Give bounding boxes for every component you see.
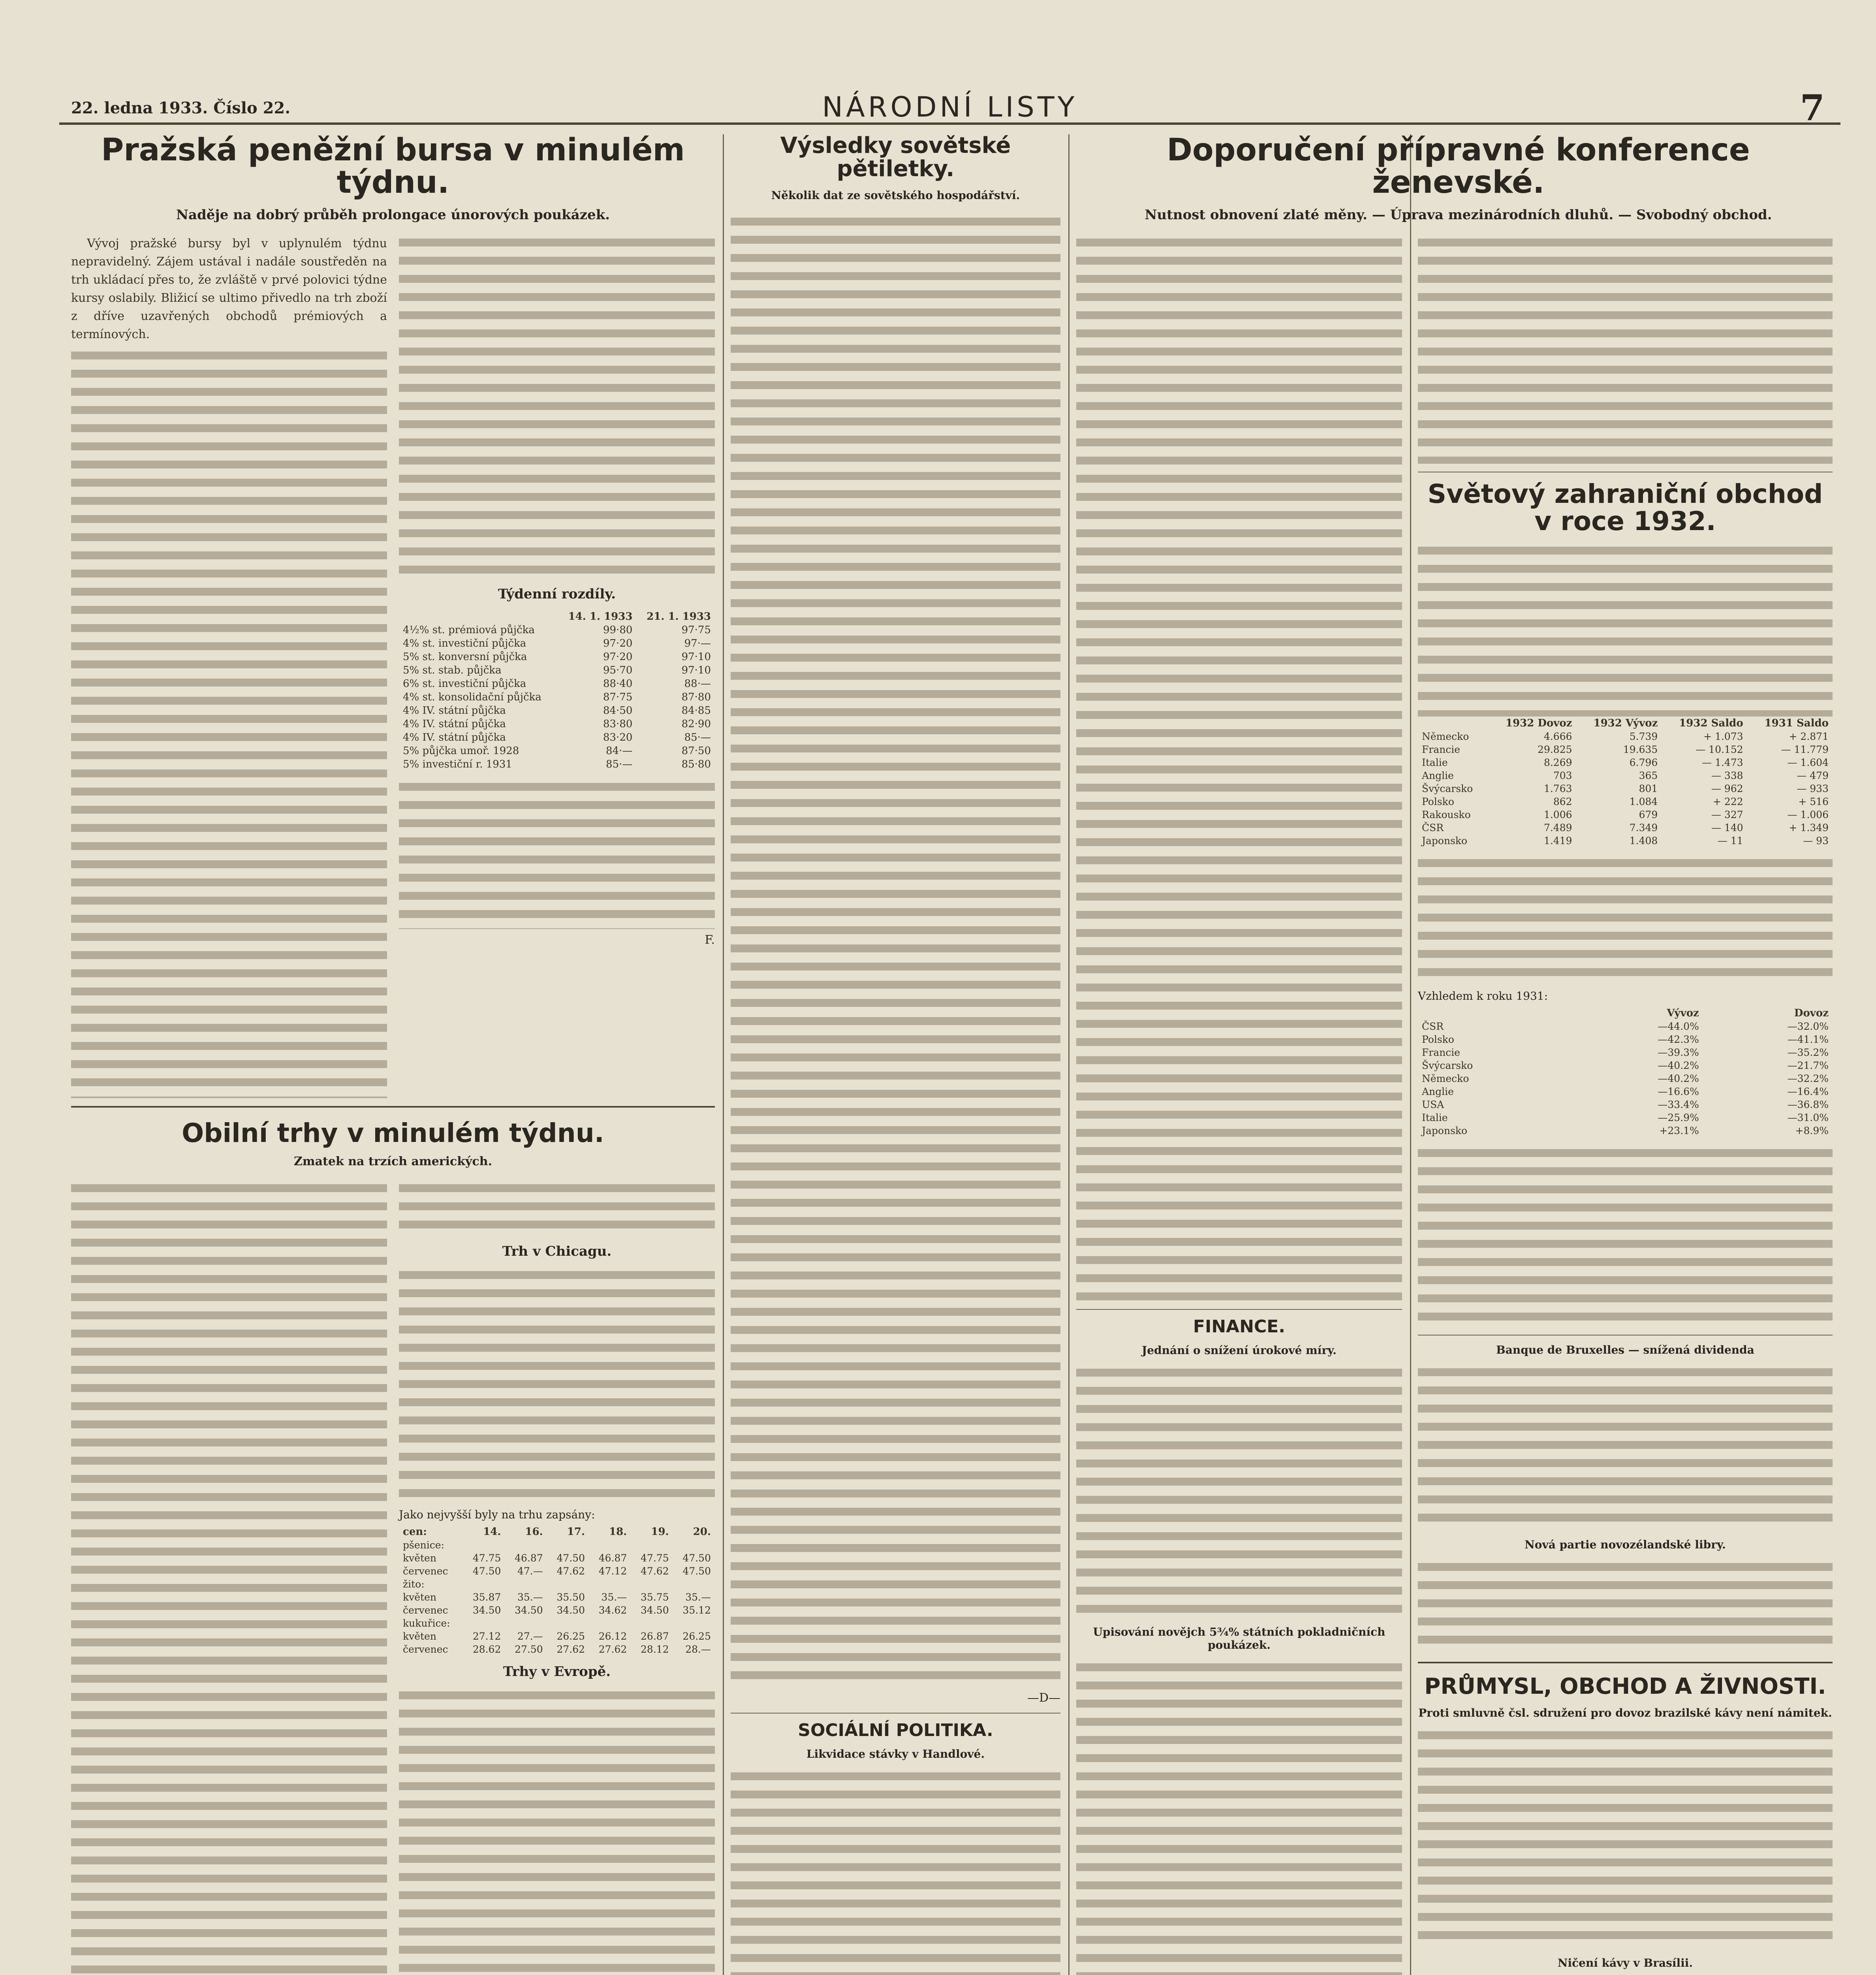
finance-item-title: Jednání o snížení úrokové míry. bbox=[1141, 1343, 1337, 1357]
bursa-lead: Vývoj pražské bursy byl v uplynulém týdnu nepravidelný. Zájem ustával i nadále soustředěn na trh ukládací přes to, že zvláště v prvé polovici týdne kursy oslabily. Bližicí se ultimo přivedlo na trh zboží z dříve uzavřených obchodů prémiových a termínových. bbox=[71, 236, 387, 341]
table-row: 4% IV. státní půjčka 84·50 84·85 bbox=[403, 704, 711, 717]
prumysl-item-title: Proti smluvně čsl. sdružení pro dovoz brazilské kávy není námitek. bbox=[1418, 1706, 1832, 1720]
table-row: květen 27.12 27.— 26.25 26.12 26.87 26.25 bbox=[403, 1631, 711, 1642]
table-row: Polsko 862 1.084 + 222 + 516 bbox=[1422, 796, 1829, 808]
bursa-table bbox=[399, 610, 715, 771]
obilni-column-1 bbox=[71, 1180, 387, 1975]
zahranicni-text-block bbox=[1418, 855, 1833, 986]
section-divider bbox=[1418, 1662, 1833, 1663]
socialni-text-block bbox=[731, 1768, 1060, 1975]
pct-title: Vzhledem k roku 1931: bbox=[1418, 989, 1548, 1003]
table-row: Německo 4.666 5.739 + 1.073 + 2.871 bbox=[1422, 731, 1829, 743]
sovet-headline: Výsledky sovětské pětiletky. bbox=[780, 134, 1011, 182]
bursa-signature: F. bbox=[705, 933, 715, 947]
chicago-title: Trh v Chicagu. bbox=[502, 1243, 612, 1260]
table-row: Anglie —16.6% —16.4% bbox=[1422, 1086, 1829, 1098]
table-row: květen 47.75 46.87 47.50 46.87 47.75 47.50 bbox=[403, 1552, 711, 1564]
sovet-text-block bbox=[731, 214, 1060, 1687]
table-row: USA —33.4% —36.8% bbox=[1422, 1099, 1829, 1111]
konference-subheadline: Nutnost obnovení zlaté měny. — Úprava mezinárodních dluhů. — Svobodný obchod. bbox=[1145, 207, 1772, 223]
obilni-headline: Obilní trhy v minulém týdnu. bbox=[182, 1117, 604, 1148]
zahranicni-table: 1932 Dovoz 1932 Vývoz 1932 Saldo 1931 Saldo Německo 4.666 5.739 + 1.073 + 2.871 Francie 29.825 19.635 — 10.152 — 11.779 Italie 8.269 6.796 — 1.473 — 1.604 Anglie 703 365 — 338 — 479 Švýcarsko 1.763 801 — 962 — 933 Polsko 862 1.084 + 222 + 516 Rakousko 1.006 679 — 327 — 1.006 ČSR 7.489 7.349 — 140 + 1.349 Japonsko 1.419 1.408 — 11 — 93 bbox=[1418, 717, 1833, 847]
bursa-body bbox=[71, 235, 715, 1098]
zahranicni-headline: Světový zahraniční obchod v roce 1932. bbox=[1427, 478, 1823, 537]
table-row: 5% půjčka umoř. 1928 84·— 87·50 bbox=[403, 745, 711, 757]
obilni-column-2 bbox=[399, 1180, 715, 1975]
section-divider bbox=[71, 1106, 715, 1108]
zahranicni-text-block bbox=[1418, 543, 1833, 717]
sovet-subheadline: Několik dat ze sovětského hospodářství. bbox=[771, 188, 1020, 202]
bursa-text-block bbox=[71, 348, 387, 1098]
table-row: Anglie 703 365 — 338 — 479 bbox=[1422, 770, 1829, 782]
table-row: Švýcarsko 1.763 801 — 962 — 933 bbox=[1422, 783, 1829, 795]
table-row: Italie —25.9% —31.0% bbox=[1422, 1112, 1829, 1124]
page-header bbox=[59, 83, 1840, 129]
konference-text-block bbox=[1076, 235, 1402, 1301]
table-row: 6% st. investiční půjčka 88·40 88·— bbox=[403, 677, 711, 690]
table-row: 5% investiční r. 1931 85·— 85·80 bbox=[403, 758, 711, 770]
table-row: Japonsko +23.1% +8.9% bbox=[1422, 1125, 1829, 1137]
table-row: 4% IV. státní půjčka 83·20 85·— bbox=[403, 731, 711, 743]
sovet-signature: —D— bbox=[1027, 1691, 1060, 1705]
right-section bbox=[1076, 134, 1840, 1975]
left-section bbox=[71, 134, 715, 1975]
obilni-text-block bbox=[399, 1267, 715, 1504]
middle-column bbox=[731, 134, 1060, 1975]
finance-headline: FINANCE. bbox=[1193, 1316, 1286, 1337]
prumysl-headline: PRŮMYSL, OBCHOD A ŽIVNOSTI. bbox=[1424, 1674, 1826, 1700]
section-divider bbox=[731, 1713, 1060, 1714]
konference-headline: Doporučení přípravné konference ženevské. bbox=[1167, 134, 1750, 200]
page-number: 7 bbox=[1800, 87, 1825, 129]
finance-item-title: Upisování novějch 5¾% státních pokladničních poukázek. bbox=[1093, 1625, 1385, 1651]
pct-table: Vývoz Dovoz ČSR —44.0% —32.0% Polsko —42.3% —41.1% Francie —39.3% —35.2% Švýcarsko —40.2% —21.7% Německo —40.2% —32.2% Anglie —16.6% —16.4% USA —33.4% —36.8% Italie —25.9% —31.0% Japonsko +23.1% +8.9% bbox=[1418, 1006, 1833, 1137]
bursa-column-1 bbox=[71, 235, 387, 1098]
table-row: Rakousko 1.006 679 — 327 — 1.006 bbox=[1422, 809, 1829, 821]
obilni-text-block bbox=[71, 1180, 387, 1975]
table-row: 4½% st. prémiová půjčka 99·80 97·75 bbox=[403, 624, 711, 636]
table-row: žito: bbox=[403, 1578, 425, 1590]
obilni-body bbox=[71, 1180, 715, 1975]
zahranicni-text-block bbox=[1418, 1145, 1833, 1327]
right-body bbox=[1076, 235, 1840, 1975]
europe-title: Trhy v Evropě. bbox=[503, 1664, 611, 1680]
section-divider bbox=[1076, 1309, 1402, 1310]
bursa-table-head: 21. 1. 1933 bbox=[647, 610, 711, 623]
finance-text-block bbox=[1076, 1365, 1402, 1618]
obilni-text-block bbox=[399, 1687, 715, 1975]
issue-date: 22. ledna 1933. Číslo 22. bbox=[71, 99, 291, 117]
table-row: ČSR —44.0% —32.0% bbox=[1422, 1021, 1829, 1033]
table-row: Polsko —42.3% —41.1% bbox=[1422, 1034, 1829, 1046]
table-row: Švýcarsko —40.2% —21.7% bbox=[1422, 1060, 1829, 1072]
kratke-item-title: Nová partie novozélandské libry. bbox=[1524, 1538, 1726, 1552]
table-row: Francie 29.825 19.635 — 10.152 — 11.779 bbox=[1422, 744, 1829, 756]
bursa-subheadline: Naděje na dobrý průběh prolongace únorových poukázek. bbox=[176, 207, 610, 223]
table-row: Německo —40.2% —32.2% bbox=[1422, 1073, 1829, 1085]
kratke-text-block bbox=[1418, 1364, 1833, 1530]
table-row: Italie 8.269 6.796 — 1.473 — 1.604 bbox=[1422, 757, 1829, 769]
table-row: červenec 34.50 34.50 34.50 34.62 34.50 35.12 bbox=[403, 1604, 711, 1616]
obilni-subheadline: Zmatek na trzích amerických. bbox=[293, 1155, 492, 1169]
table-row: Francie —39.3% —35.2% bbox=[1422, 1047, 1829, 1059]
table-row: 5% st. stab. půjčka 95·70 97·10 bbox=[403, 664, 711, 676]
masthead: NÁRODNÍ LISTY bbox=[822, 91, 1078, 123]
right-column-1 bbox=[1076, 235, 1402, 1975]
prices-table: cen: 14. 16. 17. 18. 19. 20. pšenice: květen 47.75 46.87 47.50 46.87 47.75 47.50 červenec 47.50 47.— 47.62 47.12 47.62 47.50 žito: květen 35.87 35.— 35.50 35.— 35.75 35.— červenec 34.50 34.50 34.50 34.62 34.50 35.12 kukuřice: květen 27.12 27.— 26.25 26.12 26.87 26.25 červenec 28.62 27.50 27.62 27.62 28.12 28.— bbox=[399, 1525, 715, 1656]
bursa-table-title: Týdenní rozdíly. bbox=[498, 586, 616, 602]
bursa-table-head: 14. 1. 1933 bbox=[568, 610, 633, 623]
table-row: 4% st. konsolidační půjčka 87·75 87·80 bbox=[403, 691, 711, 703]
finance-text-block bbox=[1076, 1659, 1402, 1975]
bursa-text-block bbox=[399, 235, 715, 578]
socialni-headline: SOCIÁLNÍ POLITIKA. bbox=[798, 1720, 993, 1740]
table-row: kukuřice: bbox=[403, 1618, 450, 1629]
kratke-item-title: Banque de Bruxelles — snížená dividenda bbox=[1496, 1343, 1754, 1357]
table-row: Japonsko 1.419 1.408 — 11 — 93 bbox=[1422, 835, 1829, 847]
bursa-headline: Pražská peněžní bursa v minulém týdnu. bbox=[101, 134, 685, 200]
table-row: 4% st. investiční půjčka 97·20 97·— bbox=[403, 637, 711, 649]
table-row: ČSR 7.489 7.349 — 140 + 1.349 bbox=[1422, 822, 1829, 834]
table-row: červenec 28.62 27.50 27.62 27.62 28.12 28.— bbox=[403, 1644, 711, 1655]
table-row: červenec 47.50 47.— 47.62 47.12 47.62 47.50 bbox=[403, 1565, 711, 1577]
table-row: 5% st. konversní půjčka 97·20 97·10 bbox=[403, 651, 711, 663]
column-divider bbox=[723, 134, 724, 1975]
prumysl-item-title: Ničení kávy v Brasílii. bbox=[1557, 1956, 1693, 1970]
right-column-2 bbox=[1418, 235, 1833, 1975]
socialni-item-title: Likvidace stávky v Handlové. bbox=[806, 1747, 985, 1761]
prices-intro: Jako nejvyšší byly na trhu zapsány: bbox=[399, 1508, 595, 1522]
prumysl-text-block bbox=[1418, 1727, 1833, 1949]
obilni-text-block bbox=[399, 1180, 715, 1236]
table-row: 4% IV. státní půjčka 83·80 82·90 bbox=[403, 718, 711, 730]
table-row: pšenice: bbox=[403, 1539, 444, 1551]
kratke-text-block bbox=[1418, 1559, 1833, 1654]
table-row: květen 35.87 35.— 35.50 35.— 35.75 35.— bbox=[403, 1591, 711, 1603]
bursa-stock-list bbox=[399, 779, 715, 929]
bursa-column-2 bbox=[399, 235, 715, 1098]
column-divider bbox=[1068, 134, 1070, 1975]
konference-text-block bbox=[1418, 235, 1833, 464]
